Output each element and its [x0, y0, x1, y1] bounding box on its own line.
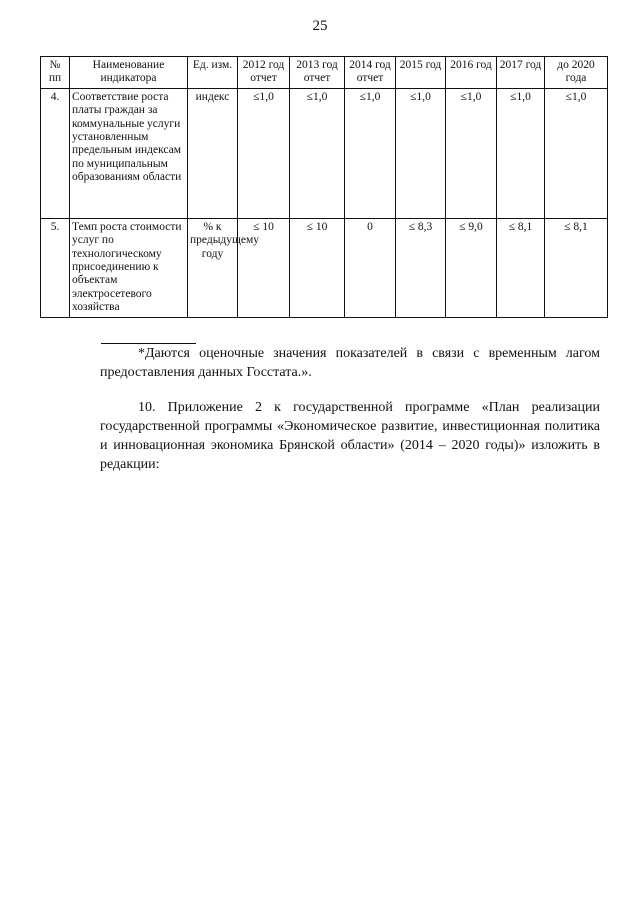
header-2012: 2012 год отчет — [238, 57, 290, 89]
row-unit: индекс — [188, 88, 238, 218]
header-2013: 2013 год отчет — [290, 57, 345, 89]
row-value-2015: ≤ 8,3 — [396, 218, 446, 317]
header-2020: до 2020 года — [545, 57, 608, 89]
page-number: 25 — [312, 18, 328, 34]
row-value-2015: ≤1,0 — [396, 88, 446, 218]
row-number: 5. — [41, 218, 70, 317]
row-value-2012: ≤ 10 — [238, 218, 290, 317]
header-2014: 2014 год отчет — [345, 57, 396, 89]
table-header-row — [41, 57, 608, 89]
row-indicator-name: Соответствие роста платы граждан за коммунальные услуги установленным предельным индексам по муниципальным образованиям области — [70, 88, 188, 218]
header-2016: 2016 год — [446, 57, 497, 89]
row-value-2012: ≤1,0 — [238, 88, 290, 218]
row-value-2014: ≤1,0 — [345, 88, 396, 218]
row-value-2016: ≤1,0 — [446, 88, 497, 218]
row-unit: % к предыдущему году — [188, 218, 238, 317]
table-row — [41, 218, 608, 317]
row-value-2020: ≤1,0 — [545, 88, 608, 218]
row-value-2020: ≤ 8,1 — [545, 218, 608, 317]
row-indicator-name: Темп роста стоимости услуг по технологическому присоединению к объектам электросетевого хозяйства — [70, 218, 188, 317]
footnote — [100, 344, 600, 382]
row-value-2014: 0 — [345, 218, 396, 317]
row-value-2017: ≤1,0 — [497, 88, 545, 218]
header-unit: Ед. изм. — [188, 57, 238, 89]
header-2017: 2017 год — [497, 57, 545, 89]
row-value-2017: ≤ 8,1 — [497, 218, 545, 317]
header-number: № пп — [41, 57, 70, 89]
header-indicator-name: Наименование индикатора — [70, 57, 188, 89]
row-number: 4. — [41, 88, 70, 218]
indicators-table — [40, 56, 608, 318]
body-paragraph: 10. Приложение 2 к государственной программе «План реализации государственной программы «Экономическое развитие, инвестиционная политика и инновационная экономика Брянской области» (2014 – 2020 годы)» изложить в редакции: — [100, 400, 600, 472]
row-value-2016: ≤ 9,0 — [446, 218, 497, 317]
row-value-2013: ≤1,0 — [290, 88, 345, 218]
table-row — [41, 88, 608, 218]
footnote-text: *Даются оценочные значения показателей в связи с временным лагом предоставления данных Госстата.». — [100, 346, 600, 380]
row-value-2013: ≤ 10 — [290, 218, 345, 317]
header-2015: 2015 год — [396, 57, 446, 89]
